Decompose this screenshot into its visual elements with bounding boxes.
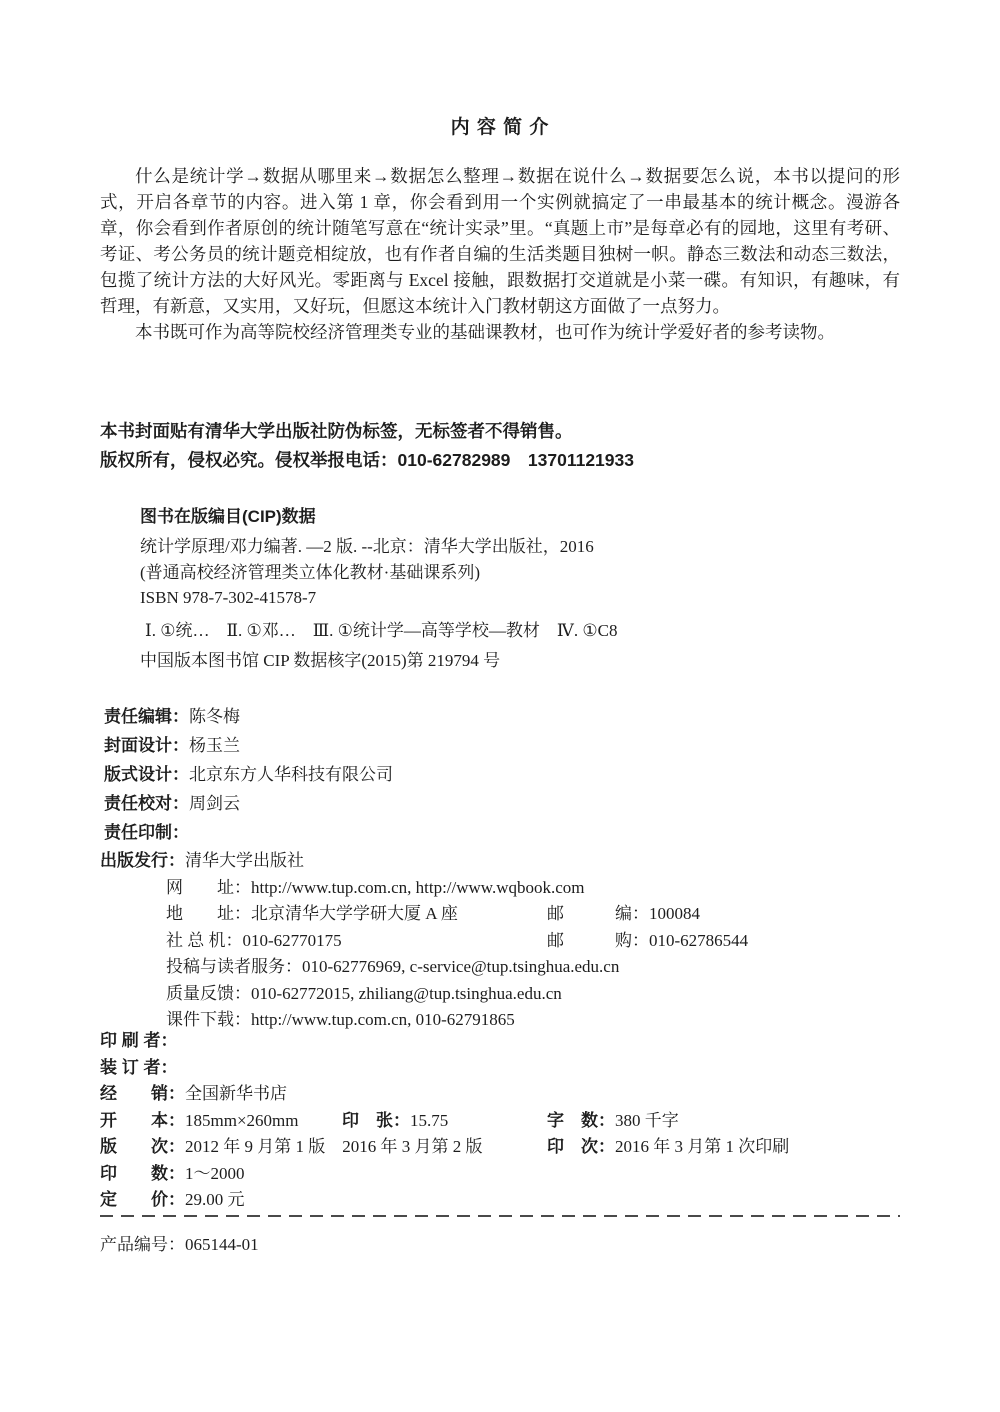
zip-value: 100084 [649,904,700,923]
address-value: 北京清华大学学研大厦 A 座 [251,904,458,923]
edition-row [100,1134,900,1161]
cip-title-line: 统计学原理/邓力编著. —2 版. --北京：清华大学出版社，2016 [140,537,594,556]
anti-piracy-notice [100,417,900,475]
distributor-label: 经 销： [100,1084,185,1103]
credit-row-print-supervisor [104,818,900,847]
edition-value: 2012 年 9 月第 1 版 2016 年 3 月第 2 版 [185,1137,483,1156]
credit-row-layout-design [104,760,900,789]
distributor-row [100,1081,900,1108]
page-title: 内 容 简 介 [450,117,550,138]
binder-label: 装 订 者： [100,1057,178,1077]
cip-classification: Ⅰ. ①统… Ⅱ. ①邓… Ⅲ. ①统计学—高等学校—教材 Ⅳ. ①C8 [145,621,618,640]
publisher-info [100,848,900,1034]
credit-label: 封面设计： [104,736,189,755]
address-label: 地 址： [166,904,251,923]
notice-line-1: 本书封面贴有清华大学出版社防伪标签，无标签者不得销售。 [100,421,573,441]
mail-order-value: 010-62786544 [649,930,749,950]
printer-label: 印 刷 者： [100,1031,178,1050]
website-urls: http://www.tup.com.cn, http://www.wqbook.com [251,877,585,897]
word-count-label: 字 数： [547,1110,615,1130]
website-label: 网 址： [166,877,251,897]
credit-value: 北京东方人华科技有限公司 [189,765,393,784]
price-row [100,1187,900,1214]
quality-feedback-value: 010-62772015, zhiliang@tup.tsinghua.edu.cn [251,983,562,1003]
cip-isbn: ISBN 978-7-302-41578-7 [140,588,317,607]
publisher-row [100,848,900,875]
credit-value: 陈冬梅 [189,707,240,726]
cip-record-number: 中国版本图书馆 CIP 数据核字(2015)第 219794 号 [140,651,501,670]
credit-label: 责任校对： [104,794,189,813]
price-label: 定 价： [100,1190,185,1209]
price-value: 29.00 元 [185,1190,245,1209]
mail-order-cell [547,928,748,955]
impression-cell [547,1134,789,1161]
credit-row-editor [104,702,900,731]
cip-description [100,534,900,611]
switchboard-row [100,928,900,955]
printing-info [100,1028,900,1214]
credit-label: 版式设计： [104,765,189,784]
reader-service-value: 010-62776969, c-service@tup.tsinghua.edu.cn [302,957,620,976]
impression-value: 2016 年 3 月第 1 次印刷 [615,1137,790,1156]
zip-label: 邮 编： [547,904,649,923]
credit-value: 周剑云 [189,794,240,813]
staff-credits [100,702,900,847]
sheets-value: 15.75 [410,1110,449,1130]
sheets-cell [342,1108,448,1135]
notice-line-2: 版权所有，侵权必究。侵权举报电话：010-62782989 13701121933 [100,450,634,470]
address-row [100,901,900,928]
cip-heading: 图书在版编目(CIP)数据 [140,507,316,526]
sheets-label: 印 张： [342,1110,410,1130]
format-label: 开 本： [100,1110,185,1130]
word-count-value: 380 千字 [615,1110,679,1130]
publisher-label: 出版发行： [100,851,185,870]
binder-row [100,1055,900,1082]
print-run-label: 印 数： [100,1163,185,1183]
word-count-cell [547,1108,679,1135]
product-code-row [100,1230,900,1255]
switchboard-value: 010-62770175 [242,930,342,950]
printer-row [100,1028,900,1055]
zip-cell [547,901,700,928]
publisher-name: 清华大学出版社 [185,851,304,870]
credit-label: 责任印制： [104,823,189,842]
website-row [100,875,900,902]
product-code-label: 产品编号： [100,1235,185,1254]
print-run-row [100,1161,900,1188]
format-value: 185mm×260mm [185,1110,299,1130]
reader-service-label: 投稿与读者服务： [166,957,302,976]
quality-feedback-row [100,981,900,1008]
dashed-divider [100,1215,900,1217]
edition-label: 版 次： [100,1137,185,1156]
print-run-value: 1～2000 [185,1163,245,1183]
intro-paragraph-1: 什么是统计学→数据从哪里来→数据怎么整理→数据在说什么→数据要怎么说，本书以提问的形式，开启各章节的内容。进入第 1 章，你会看到用一个实例就搞定了一串最基本的统计概念。漫游各章，你会看到作者原创的统计随笔写意在“统计实录”里。“真题上市”是每章必有的园地，这里有考研、考证、考公务员的统计题竞相绽放，也有作者自编的生活类题目独树一帜。静态三数法和动态三数法，包揽了统计方法的大好风光。零距离与 Excel 接触，跟数据打交道就是小菜一碟。有知识，有趣味，有哲理，有新意，又实用，又好玩，但愿这本统计入门教材朝这方面做了一点努力。 [100,166,900,316]
impression-label: 印 次： [547,1137,615,1156]
courseware-label: 课件下载： [166,1010,251,1029]
content-summary-section [100,163,900,345]
credit-value: 杨玉兰 [189,736,240,755]
credit-row-cover-design [104,731,900,760]
product-code-value: 065144-01 [185,1235,259,1254]
quality-feedback-label: 质量反馈： [166,983,251,1003]
reader-service-row [100,954,900,981]
credit-row-proofreader [104,789,900,818]
switchboard-label: 社 总 机： [166,930,243,950]
intro-paragraph-2: 本书既可作为高等院校经济管理类专业的基础课教材，也可作为统计学爱好者的参考读物。 [135,322,835,342]
mail-order-label: 邮 购： [547,930,649,950]
format-row [100,1108,900,1135]
cip-series-line: (普通高校经济管理类立体化教材·基础课系列) [140,562,480,582]
distributor-value: 全国新华书店 [185,1084,287,1103]
credit-label: 责任编辑： [104,707,189,726]
courseware-value: http://www.tup.com.cn, 010-62791865 [251,1010,515,1029]
